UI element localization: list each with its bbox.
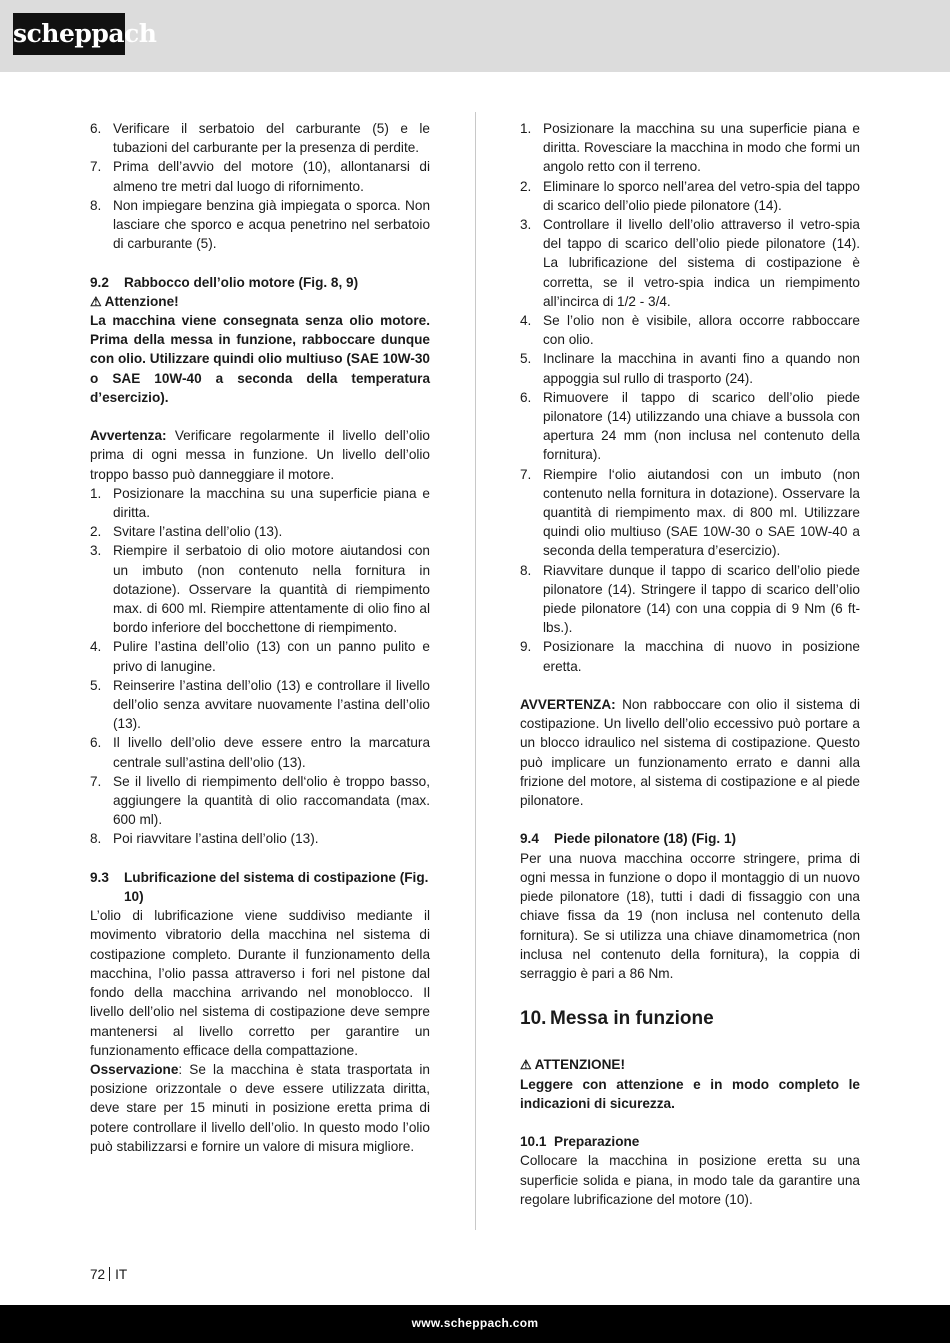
list-item: 1. Posizionare la macchina su una superficie piana e diritta. [90,485,430,521]
list-item: 4. Se l’olio non è visibile, allora occorre rabboccare con olio. [520,313,860,348]
oil-fill-steps [90,484,430,849]
page-footer [0,1305,950,1343]
list-item: 6. Rimuovere il tappo di scarico dell’olio piede pilonatore (14) utilizzando una chiave a bussola con apertura 24 mm (non inclusa nel contenuto della fornitura). [520,389,860,463]
attention-text: La macchina viene consegnata senza olio motore. Prima della messa in funzione, rabboccare dunque con olio. Utilizzare quindi olio multiuso (SAE 10W-30 o SAE 10W-40 a seconda della temperatura d’esercizio). [90,313,430,405]
right-column [520,119,860,1209]
paragraph: Per una nuova macchina occorre stringere, prima di ogni messa in funzione o dopo il montaggio di un nuovo piede pilonatore (18), tutti i dadi di fissaggio con una chiave fissa da 19 (non inclusa nel contenuto della fornitura). Se si utilizza una chiave dinamometrica (non inclusa nel contenuto della fornitura), la coppia di serraggio è pari a 86 Nm. [520,850,860,981]
list-item: 2. Svitare l’astina dell’olio (13). [90,524,283,540]
list-item: 9. Posizionare la macchina di nuovo in posizione eretta. [520,639,860,674]
page-number: 72 IT [90,1267,128,1282]
column-divider [475,112,476,1230]
list-item: 8. Riavvitare dunque il tappo di scarico dell’olio piede pilonatore (14). Stringere il tappo di scarico dell’olio piede pilonatore (14) con una coppia di 9 Nm (6 ft-lbs.). [520,562,860,636]
paragraph: L’olio di lubrificazione viene suddiviso mediante il movimento vibratorio della macchina nel sistema di costipazione completo. Durante il funzionamento della macchina, l’olio passa attraverso i fori nel pistone dal fondo della macchina arrivando nel monoblocco. Il livello dell’olio nel sistema di costipazione deve sempre mantenersi al livello corretto per garantire un funzionamento efficace della compattazione. [90,908,430,1058]
list-item: 6. Il livello dell’olio deve essere entro la marcatura centrale sull’astina dell’olio (13). [90,735,430,770]
website-link[interactable]: www.scheppach.com [411,1316,539,1330]
list-item: 5. Inclinare la macchina in avanti fino a quando non appoggia sul rullo di trasporto (24). [520,351,860,386]
list-item: 4. Pulire l’astina dell’olio (13) con un panno pulito e privo di lanugine. [90,639,430,674]
section-heading-9-3: 9.3 Lubrificazione del sistema di costipazione (Fig. 10) [90,869,429,905]
list-item: 7. Prima dell’avvio del motore (10), allontanarsi di almeno tre metri dal luogo di rifornimento. [90,159,430,194]
paragraph: Collocare la macchina in posizione eretta su una superficie solida e piana, in modo tale da garantire una regolare lubrificazione del motore (10). [520,1153,860,1207]
list-item: 8. Poi riavvitare l’astina dell’olio (13). [90,831,319,847]
lubrication-steps [520,119,860,676]
chapter-heading-10: 10. Messa in funzione [520,1008,714,1030]
list-item: 8. Non impiegare benzina già impiegata o sporca. Non lasciare che sporco e acqua penetrino nel serbatoio di carburante (5). [90,197,430,252]
warning-icon: ⚠ [520,1057,532,1073]
list-item: 7. Se il livello di riempimento dell‘olio è troppo basso, aggiungere la quantità di olio raccomandata (max. 600 ml). [90,773,430,828]
list-item: 2. Eliminare lo sporco nell’area del vetro-spia del tappo di scarico dell’olio piede pilonatore (14). [520,178,860,213]
list-item: 7. Riempire l‘olio aiutandosi con un imbuto (non contenuto nella fornitura in dotazione). Osservare la quantità di riempimento max. di 800 ml. Utilizzare quindi olio multiuso (SAE 10W-30 o SAE 10W-40 a seconda della temperatura d’esercizio). [520,466,860,559]
page-header [0,0,950,72]
section-heading-10-1: 10.1 Preparazione [520,1134,640,1150]
list-item: 1. Posizionare la macchina su una superficie piana e diritta. Rovesciare la macchina in modo che formi un angolo retto con il terreno. [520,121,860,175]
list-item: 3. Controllare il livello dell’olio attraverso il vetro-spia del tappo di scarico dell’olio piede pilonatore (14). La lubrificazione del sistema di costipazione è corretta, se il vetro-spia indica un riempimento all’incirca di 1/2 - 3/4. [520,217,860,309]
fuel-check-list [90,119,430,253]
attention-text: Leggere con attenzione e in modo completo le indicazioni di sicurezza. [520,1076,860,1111]
list-item: 5. Reinserire l’astina dell’olio (13) e controllare il livello dell’olio senza avvitare nuovamente l’astina dell’olio (13). [90,677,430,732]
section-heading-9-4: 9.4 Piede pilonatore (18) (Fig. 1) [520,831,737,847]
section-heading-9-2: 9.2 Rabbocco dell’olio motore (Fig. 8, 9) [90,274,359,290]
observation-paragraph: Osservazione: Se la macchina è stata trasportata in posizione orizzontale o deve essere utilizzata diritta, deve stare per 15 minuti in posizione eretta prima di potere controllare il livello dell’olio. In questo modo l’olio può stabilizzarsi e fornire un valore di misura migliore. [90,1061,430,1154]
brand-logo: scheppach [13,13,125,55]
left-column [90,119,430,1156]
warning-icon: ⚠ [90,293,102,309]
list-item: 3. Riempire il serbatoio di olio motore aiutandosi con un imbuto (non contenuto nella fornitura in dotazione). Osservare la quantità di riempimento max. di 600 ml. Riempire attentamente di olio fino al bordo inferiore del bocchettone di riempimento. [90,543,430,636]
list-item: 6. Verificare il serbatoio del carburante (5) e le tubazioni del carburante per la presenza di perdite. [90,121,430,156]
attention-line: ⚠ Attenzione! [90,292,430,311]
attention-line: ⚠ ATTENZIONE! [520,1055,860,1074]
note-paragraph: Avvertenza: Verificare regolarmente il livello dell’olio prima di ogni messa in funzione. Un livello dell’olio troppo basso può danneggiare il motore. [90,428,430,482]
warning-paragraph: AVVERTENZA: Non rabboccare con olio il sistema di costipazione. Un livello dell’olio eccessivo può portare a un blocco idraulico nel sistema di costipazione. Questo può implicare un funzionamento errato e danni alla frizione del motore, al sistema di costipazione e al piede pilonatore. [520,697,860,809]
